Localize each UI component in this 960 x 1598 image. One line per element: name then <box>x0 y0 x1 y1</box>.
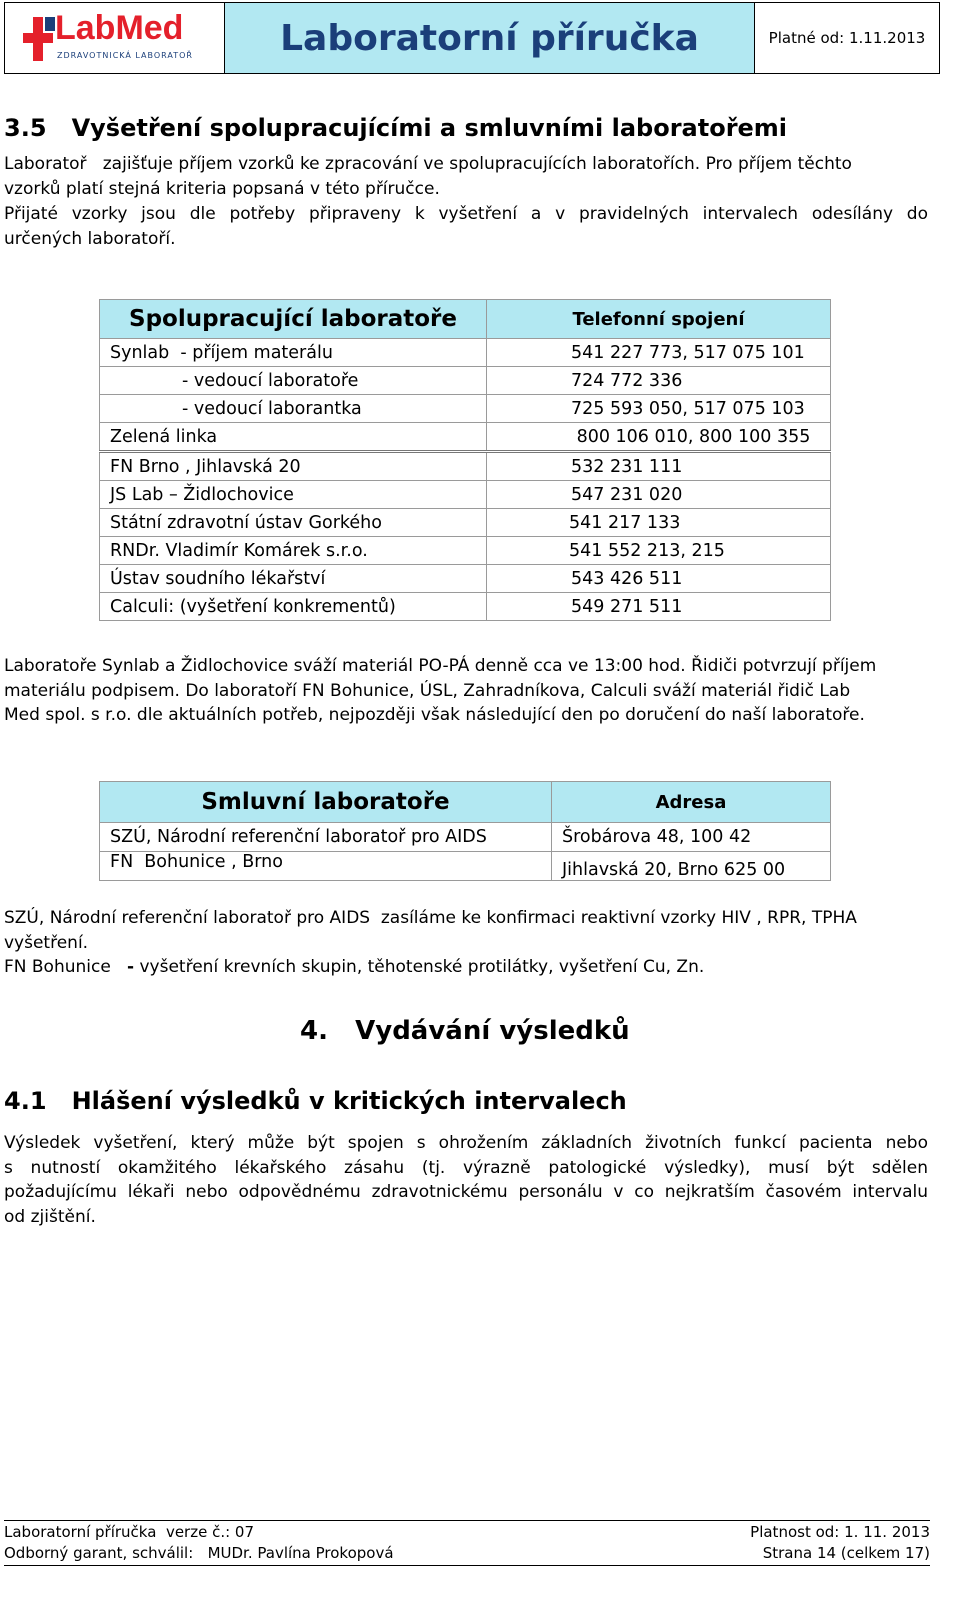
table-row <box>100 423 831 452</box>
address-cell: Jihlavská 20, Brno 625 00 <box>552 852 831 881</box>
fn-bohunice-text: vyšetření krevních skupin, těhotenské protilátky, vyšetření Cu, Zn. <box>134 957 705 977</box>
text-line: vyšetření. <box>4 932 89 953</box>
phone-cell: 541 227 773, 517 075 101 <box>487 339 831 367</box>
section-3-5-paragraph-2 <box>4 202 928 251</box>
phone-cell: 549 271 511 <box>487 593 831 621</box>
phone-cell: 724 772 336 <box>487 367 831 395</box>
table-row <box>100 593 831 621</box>
col-header-contract-lab: Smluvní laboratoře <box>100 782 552 823</box>
table-row <box>100 452 831 481</box>
lab-name-cell: Státní zdravotní ústav Gorkého <box>100 509 487 537</box>
text-line: Výsledek vyšetření, který může být spojen s ohrožením základních životních funkcí pacienta nebo <box>4 1133 928 1153</box>
transport-paragraph <box>4 654 928 728</box>
section-3-5-heading: 3.5 Vyšetření spolupracujícími a smluvními laboratořemi <box>4 114 788 142</box>
contract-labs-table <box>99 781 831 881</box>
table-row <box>100 852 831 881</box>
text-line: Přijaté vzorky jsou dle potřeby připraveny k vyšetření a v pravidelných intervalech odesílány do <box>4 204 928 224</box>
lab-name-cell: - vedoucí laborantka <box>100 395 487 423</box>
text-line: materiálu podpisem. Do laboratoří FN Bohunice, ÚSL, Zahradníkova, Calculi sváží materiál řidič Lab <box>4 680 851 701</box>
text-line: požadujícímu lékaři nebo odpovědnému zdravotnickému personálu v co nejkratším časovém intervalu <box>4 1182 928 1202</box>
lab-name-cell: RNDr. Vladimír Komárek s.r.o. <box>100 537 487 565</box>
phone-cell: 725 593 050, 517 075 103 <box>487 395 831 423</box>
text-line: Laboratoř zajišťuje příjem vzorků ke zpracování ve spolupracujících laboratořích. Pro příjem těchto <box>4 154 852 174</box>
text-line: SZÚ, Národní referenční laboratoř pro AIDS zasíláme ke konfirmaci reaktivní vzorky HIV , RPR, TPHA <box>4 908 857 928</box>
phone-cell: 541 552 213, 215 <box>487 537 831 565</box>
phone-cell: 543 426 511 <box>487 565 831 593</box>
table-row <box>100 565 831 593</box>
labmed-logo <box>5 3 225 73</box>
text-line: Laboratoře Synlab a Židlochovice sváží materiál PO-PÁ denně cca ve 13:00 hod. Řidiči potvrzují příjem <box>4 656 877 676</box>
document-header <box>4 2 940 74</box>
lab-name-cell: Calculi: (vyšetření konkrementů) <box>100 593 487 621</box>
lab-name-cell: Zelená linka <box>100 423 487 452</box>
contract-lab-cell: SZÚ, Národní referenční laboratoř pro AIDS <box>100 823 552 852</box>
phone-cell: 541 217 133 <box>487 509 831 537</box>
section-3-5-paragraph-1 <box>4 152 928 201</box>
text-line: od zjištění. <box>4 1206 96 1227</box>
col-header-address: Adresa <box>552 782 831 823</box>
table-row <box>100 509 831 537</box>
footer-line-1 <box>4 1523 930 1541</box>
logo-subtitle: ZDRAVOTNICKÁ LABORATOŘ <box>57 51 193 60</box>
footer-guarantor: Odborný garant, schválil: MUDr. Pavlína Prokopová <box>4 1544 394 1562</box>
phone-cell: 547 231 020 <box>487 481 831 509</box>
lab-name-cell: FN Brno , Jihlavská 20 <box>100 452 487 481</box>
footer-version: Laboratorní příručka verze č.: 07 <box>4 1523 255 1541</box>
phone-cell: 800 106 010, 800 100 355 <box>487 423 831 452</box>
table-row <box>100 339 831 367</box>
text-line <box>4 955 928 980</box>
col-header-phone: Telefonní spojení <box>487 300 831 339</box>
col-header-lab: Spolupracující laboratoře <box>100 300 487 339</box>
table-row <box>100 367 831 395</box>
section-4-1-heading: 4.1 Hlášení výsledků v kritických intervalech <box>4 1087 627 1115</box>
footer-validity: Platnost od: 1. 11. 2013 <box>750 1523 930 1541</box>
lab-name-cell: Synlab - příjem materálu <box>100 339 487 367</box>
document-title: Laboratorní příručka <box>225 3 755 73</box>
table-row <box>100 537 831 565</box>
table-header-row <box>100 782 831 823</box>
dash: - <box>127 957 135 977</box>
section-4-1-paragraph <box>4 1131 928 1229</box>
table-row <box>100 823 831 852</box>
footer-rule <box>4 1520 930 1521</box>
szu-paragraph <box>4 906 928 980</box>
phone-cell: 532 231 111 <box>487 452 831 481</box>
text-line: Med spol. s r.o. dle aktuálních potřeb, nejpozději však následující den po doručení do naší laboratoře. <box>4 705 865 725</box>
text-line: určených laboratoří. <box>4 228 176 249</box>
table-header-row <box>100 300 831 339</box>
text-line: s nutností okamžitého lékařského zásahu (tj. výrazně patologické výsledky), musí být sdělen <box>4 1157 928 1178</box>
contract-lab-cell: FN Bohunice , Brno <box>100 852 552 881</box>
valid-from: Platné od: 1.11.2013 <box>768 29 926 47</box>
table-row <box>100 481 831 509</box>
logo-text: LabMed <box>55 9 184 47</box>
lab-name-cell: Ústav soudního lékařství <box>100 565 487 593</box>
footer-page: Strana 14 (celkem 17) <box>762 1544 930 1562</box>
section-4-heading: 4. Vydávání výsledků <box>300 1016 630 1046</box>
table-row <box>100 395 831 423</box>
lab-name-cell: JS Lab – Židlochovice <box>100 481 487 509</box>
text-line: vzorků platí stejná kriteria popsaná v této příručce. <box>4 178 440 199</box>
fn-bohunice-label: FN Bohunice <box>4 957 128 977</box>
address-cell: Šrobárova 48, 100 42 <box>552 823 831 852</box>
lab-name-cell: - vedoucí laboratoře <box>100 367 487 395</box>
footer-line-2 <box>4 1544 930 1562</box>
cooperating-labs-table <box>99 299 831 621</box>
footer-rule-bottom <box>4 1565 930 1566</box>
